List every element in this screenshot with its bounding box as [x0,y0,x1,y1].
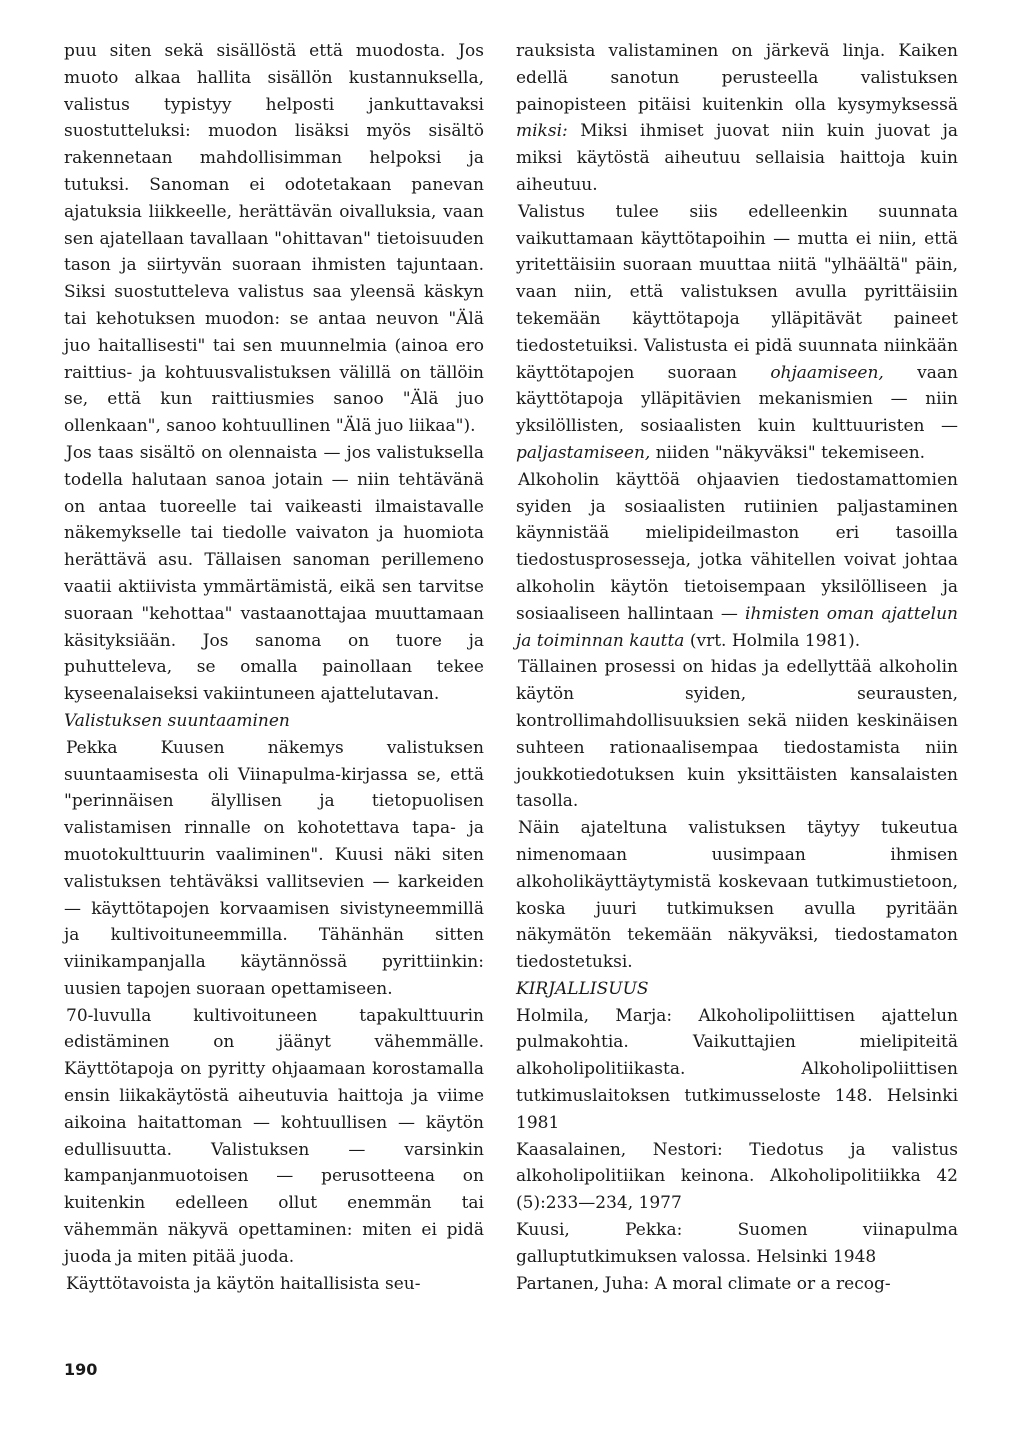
left-column [64,38,484,1297]
emphasis: miksi: [516,121,568,142]
body-paragraph: 70-luvulla kultivoituneen tapakulttuurin edistäminen on jäänyt vähemmälle. Käyttötapoja on pyritty ohjaamaan korostamalla ensin liikakäytöstä aiheutuvia haittoja ja viime aikoina haitattoman — kohtuullisen — käytön edullisuutta. Valistuksen — varsinkin kampanjanmuotoisen — perusotteena on kuitenkin edelleen ollut enemmän tai vähemmän näkyvä opettaminen: miten ei pidä juoda ja miten pitää juoda. [64,1005,484,1267]
reference-list [516,1003,958,1298]
text-run: (vrt. Holmila 1981). [684,630,861,651]
text-run: niiden "näkyväksi" tekemiseen. [650,442,926,463]
emphasis: paljastamiseen, [516,442,651,463]
body-paragraph: Jos taas sisältö on olennaista — jos valistuksella todella halutaan sanoa jotain — niin tehtävänä on antaa tuoreelle tai vaikeasti ilmaistavalle näkemykselle tai tiedolle vaivaton ja huomiota herättävä asu. Tällaisen sanoman perillemeno vaatii aktiivista ymmärtämistä, eikä sen tarvitse suoraan "kehottaa" vastaanottajaa muuttamaan käsityksiään. Jos sanoma on tuore ja puhutteleva, se omalla painollaan tekee kyseenalaiseksi vakiintuneen ajattelutavan. [64,442,484,705]
section-heading: Valistuksen suuntaaminen [64,710,290,731]
body-paragraph: Pekka Kuusen näkemys valistuksen suuntaamisesta oli Viinapulma-kirjassa se, että "perinnäisen älyllisen ja tietopuolisen valistamisen rinnalle on kohotettava tapa- ja muotokulttuurin vaaliminen". Kuusi näki siten valistuksen tehtäväksi vallitsevien — karkeiden — käyttötapojen korvaamisen sivistyneemmillä ja kultivoituneemmilla. Tähänhän sitten viinikampanjalla käytännössä pyrittiinkin: uusien tapojen suoraan opettamiseen. [64,737,484,999]
right-column [516,38,958,1297]
reference-item: Partanen, Juha: A moral climate or a recog- [516,1273,891,1294]
text-run: Alkoholin käyttöä ohjaavien tiedostamattomien syiden ja sosiaalisten rutiinien paljastaminen käynnistää mielipideilmaston eri tasoilla tiedostusprosesseja, jotka vähitellen voivat johtaa alkoholin käytön tietoisempaan yksilölliseen ja sosiaaliseen hallintaan — [516,469,958,624]
body-paragraph: Käyttötavoista ja käytön haitallisista seu- [66,1273,421,1294]
body-paragraph [516,467,958,655]
page-number: 190 [64,1360,98,1379]
text-run: vaan käyttötapoja ylläpitävien mekanismien — niin yksilöllisten, sosiaalisten kuin kulttuuristen — [516,362,958,437]
reference-item: Kaasalainen, Nestori: Tiedotus ja valistus alkoholipolitiikan keinona. Alkoholipolitiikka 42 (5):233—234, 1977 [516,1139,958,1214]
body-paragraph: Näin ajateltuna valistuksen täytyy tukeutua nimenomaan uusimpaan ihmisen alkoholikäyttäytymistä koskevaan tutkimustietoon, koska juuri tutkimuksen avulla pyritään näkymätön tekemään näkyväksi, tiedostamaton tiedostetuksi. [516,818,958,973]
body-paragraph [516,38,958,199]
body-paragraph: Tällainen prosessi on hidas ja edellyttää alkoholin käytön syiden, seurausten, kontrollimahdollisuuksien sekä niiden keskinäisen suhteen rationaalisempaa tiedostamista niin joukkotiedotuksen kuin yksittäisten kansalaisten tasolla. [516,657,958,812]
emphasis: ohjaamiseen, [770,362,884,383]
reference-item: Kuusi, Pekka: Suomen viinapulma galluptutkimuksen valossa. Helsinki 1948 [516,1220,958,1267]
text-run: Miksi ihmiset juovat niin kuin juovat ja miksi käytöstä aiheutuu sellaisia haittoja kuin aiheutuu. [516,121,958,195]
references-heading: KIRJALLISUUS [516,978,649,999]
emphasis: ihmisten oman ajattelun ja toiminnan kautta [516,603,958,651]
reference-item: Holmila, Marja: Alkoholipoliittisen ajattelun pulmakohtia. Vaikuttajien mielipiteitä alkoholipolitiikasta. Alkoholipoliittisen tutkimuslaitoksen tutkimusseloste 148. Helsinki 1981 [516,1005,958,1133]
text-run: rauksista valistaminen on järkevä linja. Kaiken edellä sanotun perusteella valistuksen painopisteen pitäisi kuitenkin olla kysymyksessä [516,41,958,115]
body-paragraph: puu siten sekä sisällöstä että muodosta. Jos muoto alkaa hallita sisällön kustannuksella, valistus typistyy helposti jankuttavaksi suostutteluksi: muodon lisäksi myös sisältö rakennetaan mahdollisimman helpoksi ja tutuksi. Sanoman ei odotetakaan panevan ajatuksia liikkeelle, herättävän oivalluksia, vaan sen ajatellaan tavallaan "ohittavan" tietoisuuden tason ja siirtyvän suoraan ihmisten tajuntaan. Siksi suostutteleva valistus saa yleensä käskyn tai kehotuksen muodon: se antaa neuvon "Älä juo haitallisesti" tai sen muunnelmia (ainoa ero raittius- ja kohtuusvalistuksen välillä on tällöin se, että kun raittiusmies sanoo "Älä juo ollenkaan", sanoo kohtuullinen "Älä juo liikaa"). [64,41,484,437]
body-paragraph [516,199,958,467]
text-run: Valistus tulee siis edelleenkin suunnata vaikuttamaan käyttötapoihin — mutta ei niin, että yritettäisiin suoraan muuttaa niitä "ylhäältä" päin, vaan niin, että valistuksen avulla pyrittäisiin tekemään käyttötapoja ylläpitävät paineet tiedostetuiksi. Valistusta ei pidä suunnata niinkään käyttötapojen suoraan [516,201,958,383]
